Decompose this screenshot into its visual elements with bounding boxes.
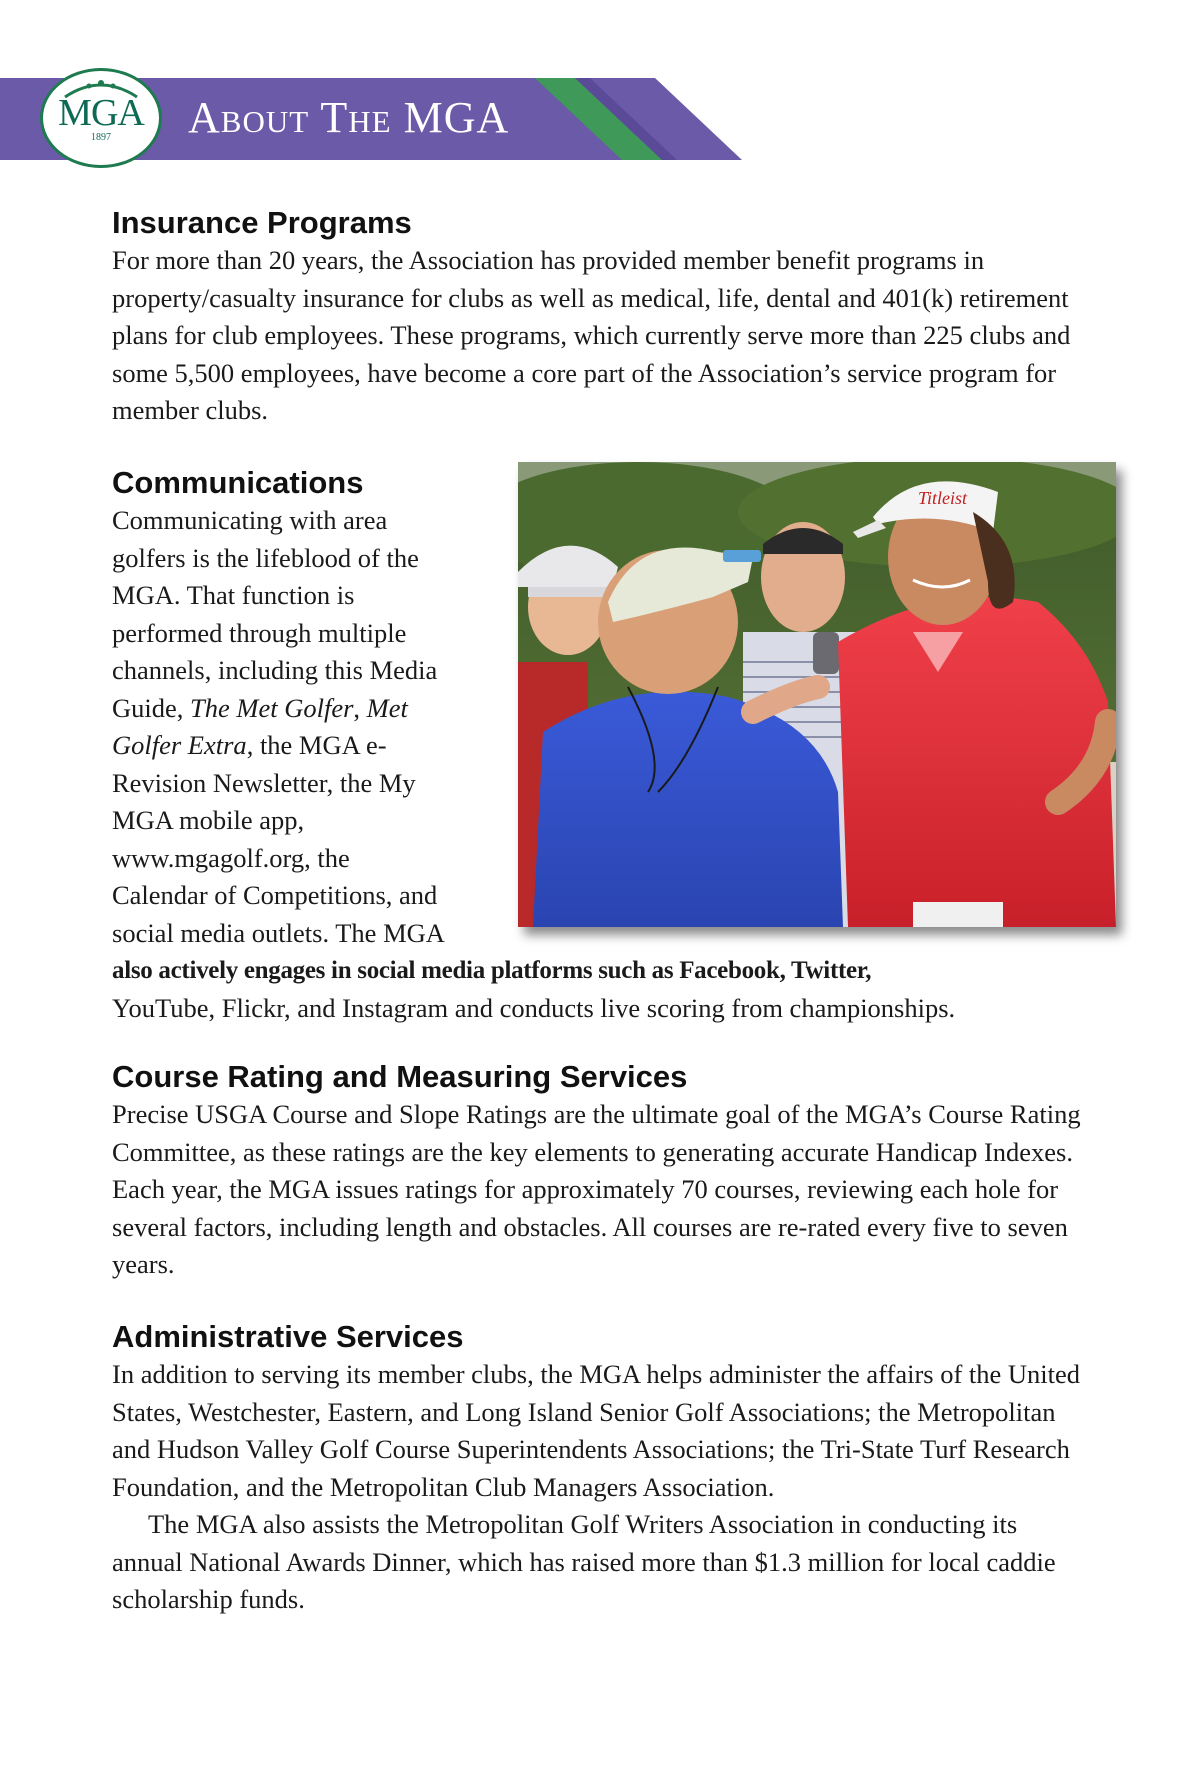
text-run: , [353,692,367,723]
text-line: MGA. That function is [112,580,355,610]
section-course-rating [112,1058,1090,1284]
section-insurance-programs [112,204,1090,430]
section-heading: Course Rating and Measuring Services [112,1059,688,1094]
text-line: performed through multiple [112,617,407,648]
logo-text: MGA [58,92,144,134]
text-line: social media outlets. The MGA [112,917,445,948]
text-line: channels, including this Media [112,655,438,685]
logo-year: 1897 [91,132,111,143]
text-line-extra [112,727,492,765]
svg-text:Titleist: Titleist [918,488,968,508]
section-administrative-services [112,1318,1090,1619]
logo-leaf-arc-icon [61,77,141,99]
section-body: In addition to serving its member clubs, the MGA helps administer the affairs of the United States, Westchester, Eastern, and Long Island Senior Golf Associations; the Metropolitan and Hudson Valley Golf Course Superintendents Associations; the Tri-State Turf Research Foundation, and the Metropolitan Club Managers Association. [112,1359,1081,1502]
publication-title: The Met Golfer [190,692,354,723]
communications-column [112,502,492,952]
text-line: www.mgagolf.org, the [112,842,350,873]
photo-illustration [518,462,1116,927]
section-heading: Insurance Programs [112,205,412,240]
text-run: , the MGA e- [246,730,387,760]
section-body: For more than 20 years, the Association has provided member benefit programs in property/casualty insurance for clubs as well as medical, life, dental and 401(k) retirement plans for club employees. These programs, which currently serve more than 225 clubs and some 5,500 employees, have become a core part of the Association’s service program for member clubs. [112,245,1071,425]
text-line: Communicating with area [112,505,388,535]
section-heading: Administrative Services [112,1319,464,1354]
section-heading: Communications [112,465,364,500]
text-line: also actively engages in social media platforms such as Facebook, Twitter, [112,957,872,984]
text-run: Guide, [112,692,191,723]
section-body-continued: The MGA also assists the Metropolitan Golf Writers Association in conducting its annual National Awards Dinner, which has raised more than $1.3 million for local caddie scholarship funds. [112,1509,1056,1614]
banner-title: About The MGA [188,93,510,142]
communications-full-width [112,952,1102,1027]
text-line: Revision Newsletter, the My [112,767,416,798]
text-line: MGA mobile app, [112,805,305,835]
text-line: golfers is the lifeblood of the [112,542,419,573]
text-line: YouTube, Flickr, and Instagram and conducts live scoring from championships. [112,992,956,1023]
text-line: Calendar of Competitions, and [112,880,438,910]
publication-title: Met [366,692,408,723]
publication-title: Golfer Extra [112,730,247,760]
section-body: Precise USGA Course and Slope Ratings are the ultimate goal of the MGA’s Course Rating Committee, as these ratings are the key elements to generating accurate Handicap Indexes. Each year, the MGA issues ratings for approximately 70 courses, reviewing each hole for several factors, including length and obstacles. All courses are re-rated every five to seven years. [112,1099,1081,1279]
mga-logo [40,68,162,168]
text-line-guide [112,690,492,728]
golfer-interview-photo [518,462,1116,927]
